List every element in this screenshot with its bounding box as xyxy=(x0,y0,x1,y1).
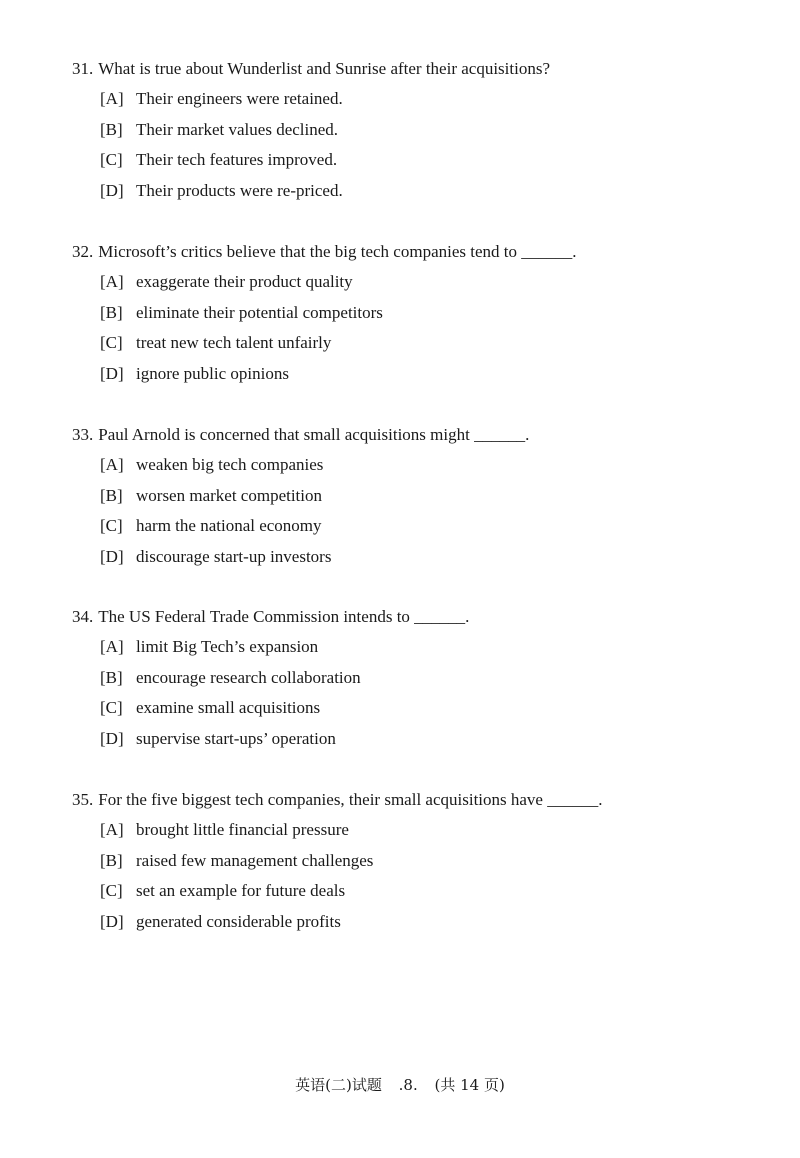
option-label: [B] xyxy=(100,667,123,687)
option-text: examine small acquisitions xyxy=(136,698,321,718)
footer-page-number: .8. xyxy=(398,1076,418,1094)
option-a xyxy=(72,635,752,659)
option-label: [B] xyxy=(100,485,123,505)
option-label: [A] xyxy=(100,89,124,109)
option-text: Their products were re-priced. xyxy=(136,180,343,200)
option-text: limit Big Tech’s expansion xyxy=(136,637,319,657)
question-stem xyxy=(72,605,752,629)
option-a xyxy=(72,453,752,477)
question-text: For the five biggest tech companies, their small acquisitions have ______. xyxy=(98,790,603,809)
option-text: Their tech features improved. xyxy=(136,150,338,170)
question-text: Microsoft’s critics believe that the big tech companies tend to ______. xyxy=(98,242,577,261)
option-label: [B] xyxy=(100,119,123,139)
footer-total-pages: (共 14 页) xyxy=(434,1076,505,1094)
option-label: [C] xyxy=(100,150,123,170)
question-text: What is true about Wunderlist and Sunrise after their acquisitions? xyxy=(98,59,550,78)
footer-subject: 英语(二)试题 xyxy=(295,1076,382,1094)
option-label: [A] xyxy=(100,272,124,292)
option-d xyxy=(72,545,752,569)
option-text: ignore public opinions xyxy=(136,363,289,383)
option-text: treat new tech talent unfairly xyxy=(136,333,332,353)
option-label: [C] xyxy=(100,516,123,536)
option-text: raised few management challenges xyxy=(136,850,374,870)
option-d xyxy=(72,910,752,934)
question-35 xyxy=(72,788,752,934)
question-text: The US Federal Trade Commission intends to ______. xyxy=(98,607,470,626)
option-c xyxy=(72,879,752,903)
question-number: 33. xyxy=(72,425,94,444)
question-text: Paul Arnold is concerned that small acquisitions might ______. xyxy=(98,425,530,444)
option-d xyxy=(72,727,752,751)
option-b xyxy=(72,301,752,325)
page-footer xyxy=(0,1074,800,1096)
question-stem xyxy=(72,788,752,812)
option-b xyxy=(72,849,752,873)
question-number: 31. xyxy=(72,59,94,78)
question-32 xyxy=(72,240,752,386)
option-text: encourage research collaboration xyxy=(136,667,361,687)
question-number: 35. xyxy=(72,790,94,809)
option-a xyxy=(72,818,752,842)
option-text: weaken big tech companies xyxy=(136,455,324,475)
option-text: harm the national economy xyxy=(136,516,322,536)
option-text: discourage start-up investors xyxy=(136,546,332,566)
question-stem xyxy=(72,240,752,264)
question-stem xyxy=(72,57,752,81)
option-text: Their market values declined. xyxy=(136,119,339,139)
option-label: [B] xyxy=(100,302,123,322)
question-31 xyxy=(72,57,752,203)
option-label: [A] xyxy=(100,637,124,657)
option-a xyxy=(72,87,752,111)
option-b xyxy=(72,118,752,142)
question-33 xyxy=(72,423,752,569)
option-text: generated considerable profits xyxy=(136,911,341,931)
question-stem xyxy=(72,423,752,447)
option-label: [C] xyxy=(100,333,123,353)
option-c xyxy=(72,331,752,355)
option-label: [D] xyxy=(100,911,124,931)
option-text: supervise start-ups’ operation xyxy=(136,728,336,748)
option-a xyxy=(72,270,752,294)
option-label: [C] xyxy=(100,881,123,901)
option-c xyxy=(72,696,752,720)
option-label: [C] xyxy=(100,698,123,718)
option-label: [B] xyxy=(100,850,123,870)
option-c xyxy=(72,514,752,538)
option-b xyxy=(72,666,752,690)
option-label: [A] xyxy=(100,820,124,840)
option-b xyxy=(72,484,752,508)
option-text: exaggerate their product quality xyxy=(136,272,353,292)
question-number: 32. xyxy=(72,242,94,261)
option-d xyxy=(72,179,752,203)
option-text: brought little financial pressure xyxy=(136,820,349,840)
option-c xyxy=(72,148,752,172)
option-label: [D] xyxy=(100,546,124,566)
question-number: 34. xyxy=(72,607,94,626)
question-34 xyxy=(72,605,752,751)
option-label: [D] xyxy=(100,363,124,383)
option-text: eliminate their potential competitors xyxy=(136,302,383,322)
option-label: [D] xyxy=(100,728,124,748)
option-d xyxy=(72,362,752,386)
option-text: Their engineers were retained. xyxy=(136,89,343,109)
option-text: worsen market competition xyxy=(136,485,323,505)
option-label: [A] xyxy=(100,455,124,475)
option-label: [D] xyxy=(100,180,124,200)
option-text: set an example for future deals xyxy=(136,881,346,901)
